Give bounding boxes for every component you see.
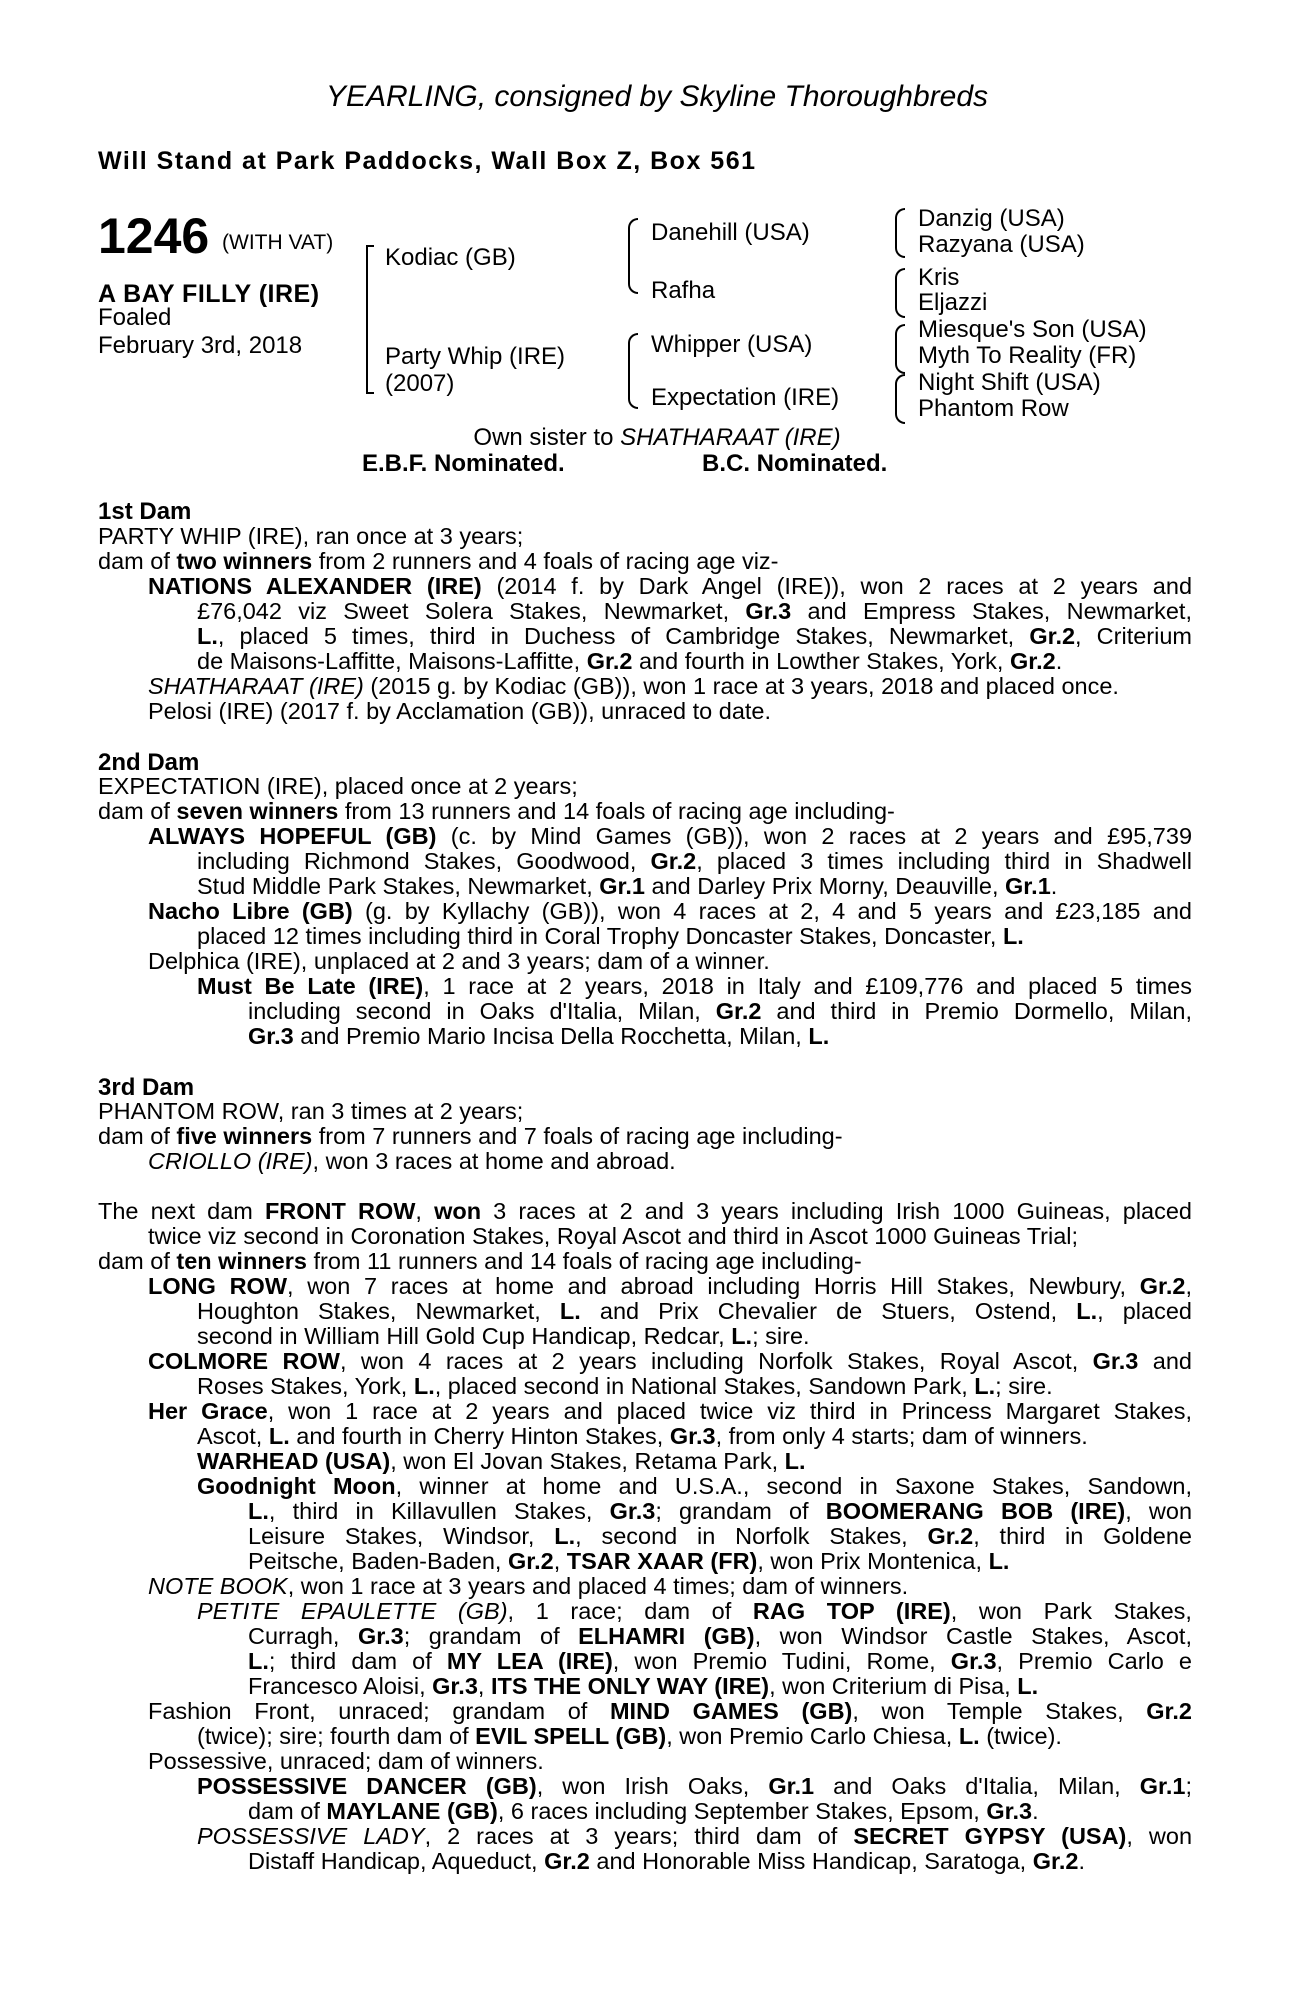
dam3-line: PHANTOM ROW, ran 3 times at 2 years; — [98, 1098, 524, 1124]
dam1-line: Pelosi (IRE) (2017 f. by Acclamation (GB)), unraced to date. — [148, 698, 772, 724]
dam1-line: £76,042 viz Sweet Solera Stakes, Newmarket, Gr.3 and Empress Stakes, Newmarket, — [197, 598, 1192, 624]
dam2-line: ALWAYS HOPEFUL (GB) (c. by Mind Games (GB)), won 2 races at 2 years and £95,739 — [148, 823, 1193, 849]
next-dam-line: Possessive, unraced; dam of winners. — [148, 1748, 544, 1774]
dam1-line: NATIONS ALEXANDER (IRE) (2014 f. by Dark Angel (IRE)), won 2 races at 2 years and — [148, 573, 1193, 599]
pedigree-bracket-dam — [628, 333, 638, 409]
pedigree-bracket-sd — [895, 268, 905, 318]
pedigree-bracket-main — [366, 245, 374, 394]
gg-dam-1: Razyana (USA) — [918, 231, 1085, 258]
dam2-line: Nacho Libre (GB) (g. by Kyllachy (GB)), won 4 races at 2, 4 and 5 years and £23,185 and — [148, 898, 1192, 924]
vat-note: (WITH VAT) — [222, 231, 334, 254]
next-dam-line: COLMORE ROW, won 4 races at 2 years including Norfolk Stakes, Royal Ascot, Gr.3 and — [148, 1348, 1192, 1374]
next-dam-line: L.; third dam of MY LEA (IRE), won Premio Tudini, Rome, Gr.3, Premio Carlo e — [248, 1648, 1192, 1674]
dam2-line: including second in Oaks d'Italia, Milan, Gr.2 and third in Premio Dormello, Milan, — [248, 998, 1192, 1024]
dam-sire: Whipper (USA) — [651, 331, 813, 358]
sire-name: Kodiac (GB) — [385, 244, 516, 271]
gg-sire-4: Night Shift (USA) — [918, 369, 1101, 396]
next-dam-line: second in William Hill Gold Cup Handicap, Redcar, L.; sire. — [197, 1323, 810, 1349]
next-dam-line: Francesco Aloisi, Gr.3, ITS THE ONLY WAY (IRE), won Criterium di Pisa, L. — [248, 1673, 1039, 1699]
next-dam-line: Leisure Stakes, Windsor, L., second in Norfolk Stakes, Gr.2, third in Goldene — [248, 1523, 1192, 1549]
foaled-date: February 3rd, 2018 — [98, 332, 303, 359]
next-dam-line: WARHEAD (USA), won El Jovan Stakes, Retama Park, L. — [197, 1448, 806, 1474]
sire-sire: Danehill (USA) — [651, 219, 810, 246]
ebf-nomination: E.B.F. Nominated. — [362, 450, 565, 477]
dam1-line: dam of two winners from 2 runners and 4 foals of racing age viz- — [98, 548, 779, 574]
lot-number: 1246 — [98, 208, 210, 264]
dam3-line: CRIOLLO (IRE), won 3 races at home and abroad. — [148, 1148, 676, 1174]
next-dam-line: PETITE EPAULETTE (GB), 1 race; dam of RAG TOP (IRE), won Park Stakes, — [197, 1598, 1192, 1624]
next-dam-line: Ascot, L. and fourth in Cherry Hinton Stakes, Gr.3, from only 4 starts; dam of winners. — [197, 1423, 1088, 1449]
dam2-line: Delphica (IRE), unplaced at 2 and 3 years; dam of a winner. — [148, 948, 770, 974]
next-dam-line: Peitsche, Baden-Baden, Gr.2, TSAR XAAR (FR), won Prix Montenica, L. — [248, 1548, 1010, 1574]
next-dam-line: POSSESSIVE LADY, 2 races at 3 years; third dam of SECRET GYPSY (USA), won — [197, 1823, 1193, 1849]
foaled-label: Foaled — [98, 304, 172, 331]
stand-location: Will Stand at Park Paddocks, Wall Box Z, Box 561 — [98, 147, 757, 175]
pedigree-bracket-ds — [895, 324, 905, 374]
consignment-header: YEARLING, consigned by Skyline Thoroughbreds — [325, 80, 989, 113]
dam2-line: EXPECTATION (IRE), placed once at 2 years; — [98, 773, 578, 799]
horse-name: A BAY FILLY (IRE) — [98, 280, 320, 308]
dam2-line: Gr.3 and Premio Mario Incisa Della Rocchetta, Milan, L. — [248, 1023, 830, 1049]
next-dam-line: Roses Stakes, York, L., placed second in National Stakes, Sandown Park, L.; sire. — [197, 1373, 1053, 1399]
sister-note: Own sister to SHATHARAAT (IRE) — [473, 424, 841, 451]
next-dam-line: twice viz second in Coronation Stakes, Royal Ascot and third in Ascot 1000 Guineas Trial; — [148, 1223, 1079, 1249]
second-dam-heading: 2nd Dam — [98, 749, 200, 776]
dam-dam: Expectation (IRE) — [651, 384, 840, 411]
sire-dam: Rafha — [651, 277, 716, 304]
next-dam-line: POSSESSIVE DANCER (GB), won Irish Oaks, Gr.1 and Oaks d'Italia, Milan, Gr.1; — [197, 1773, 1192, 1799]
pedigree-bracket-ss — [895, 208, 905, 258]
dam2-line: including Richmond Stakes, Goodwood, Gr.2, placed 3 times including third in Shadwell — [197, 848, 1192, 874]
dam2-line: Must Be Late (IRE), 1 race at 2 years, 2018 in Italy and £109,776 and placed 5 times — [197, 973, 1192, 999]
next-dam-line: LONG ROW, won 7 races at home and abroad including Horris Hill Stakes, Newbury, Gr.2, — [148, 1273, 1192, 1299]
gg-dam-4: Phantom Row — [918, 395, 1069, 422]
next-dam-line: NOTE BOOK, won 1 race at 3 years and placed 4 times; dam of winners. — [148, 1573, 909, 1599]
dam3-line: dam of five winners from 7 runners and 7 foals of racing age including- — [98, 1123, 843, 1149]
next-dam-line: The next dam FRONT ROW, won 3 races at 2 and 3 years including Irish 1000 Guineas, placed — [98, 1198, 1193, 1224]
dam1-line: SHATHARAAT (IRE) (2015 g. by Kodiac (GB)), won 1 race at 3 years, 2018 and placed once. — [148, 673, 1119, 699]
pedigree-bracket-sire — [628, 218, 638, 294]
next-dam-line: Curragh, Gr.3; grandam of ELHAMRI (GB), won Windsor Castle Stakes, Ascot, — [248, 1623, 1192, 1649]
dam-name: Party Whip (IRE) — [385, 343, 566, 370]
next-dam-line: L., third in Killavullen Stakes, Gr.3; grandam of BOOMERANG BOB (IRE), won — [248, 1498, 1193, 1524]
gg-sire-3: Miesque's Son (USA) — [918, 316, 1147, 343]
dam1-line: PARTY WHIP (IRE), ran once at 3 years; — [98, 523, 524, 549]
next-dam-line: Houghton Stakes, Newmarket, L. and Prix Chevalier de Stuers, Ostend, L., placed — [197, 1298, 1192, 1324]
pedigree-bracket-dd — [895, 374, 905, 424]
next-dam-line: Fashion Front, unraced; grandam of MIND GAMES (GB), won Temple Stakes, Gr.2 — [148, 1698, 1192, 1724]
bc-nomination: B.C. Nominated. — [702, 450, 888, 477]
next-dam-line: Goodnight Moon, winner at home and U.S.A., second in Saxone Stakes, Sandown, — [197, 1473, 1192, 1499]
gg-dam-3: Myth To Reality (FR) — [918, 342, 1137, 369]
dam2-line: Stud Middle Park Stakes, Newmarket, Gr.1 and Darley Prix Morny, Deauville, Gr.1. — [197, 873, 1058, 899]
first-dam-heading: 1st Dam — [98, 498, 192, 525]
dam-year: (2007) — [385, 370, 455, 397]
next-dam-line: Her Grace, won 1 race at 2 years and placed twice viz third in Princess Margaret Stakes, — [148, 1398, 1192, 1424]
next-dam-line: dam of ten winners from 11 runners and 14 foals of racing age including- — [98, 1248, 862, 1274]
next-dam-line: dam of MAYLANE (GB), 6 races including September Stakes, Epsom, Gr.3. — [248, 1798, 1039, 1824]
next-dam-line: (twice); sire; fourth dam of EVIL SPELL (GB), won Premio Carlo Chiesa, L. (twice). — [197, 1723, 1062, 1749]
gg-dam-2: Eljazzi — [918, 289, 988, 316]
dam2-line: dam of seven winners from 13 runners and 14 foals of racing age including- — [98, 798, 895, 824]
next-dam-line: Distaff Handicap, Aqueduct, Gr.2 and Honorable Miss Handicap, Saratoga, Gr.2. — [248, 1848, 1085, 1874]
dam1-line: L., placed 5 times, third in Duchess of Cambridge Stakes, Newmarket, Gr.2, Criterium — [197, 623, 1192, 649]
dam1-line: de Maisons-Laffitte, Maisons-Laffitte, Gr.2 and fourth in Lowther Stakes, York, Gr.2. — [197, 648, 1063, 674]
gg-sire-1: Danzig (USA) — [918, 205, 1065, 232]
dam2-line: placed 12 times including third in Coral Trophy Doncaster Stakes, Doncaster, L. — [197, 923, 1024, 949]
gg-sire-2: Kris — [918, 264, 960, 291]
third-dam-heading: 3rd Dam — [98, 1074, 195, 1101]
